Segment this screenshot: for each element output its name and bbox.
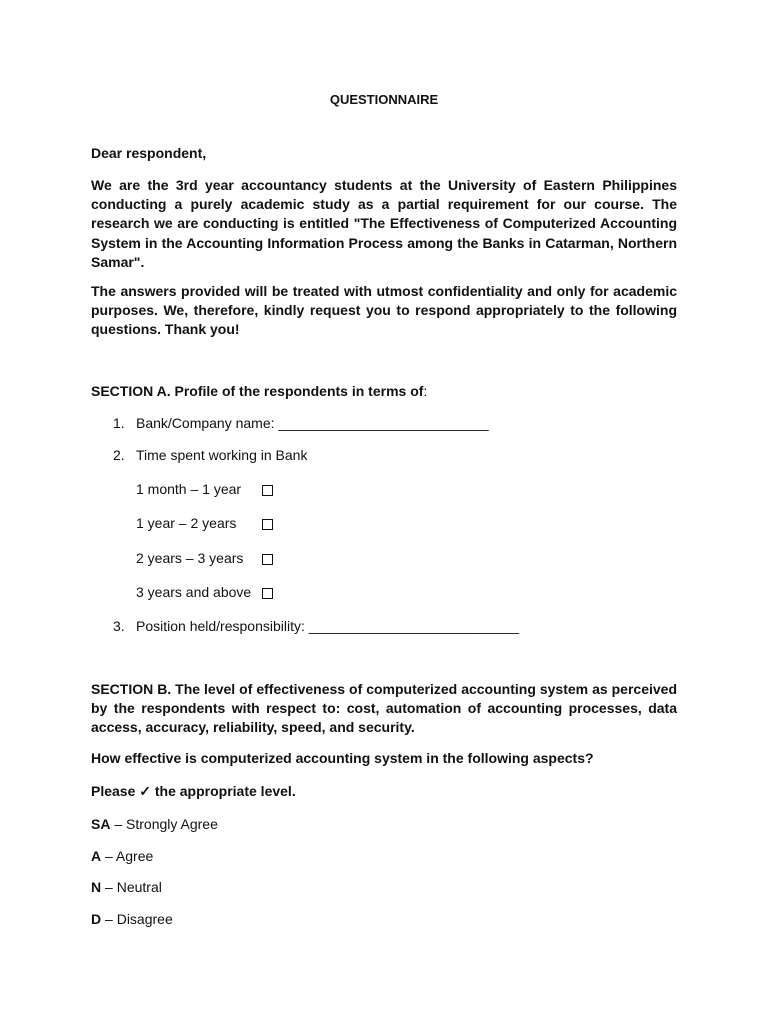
- bank-name-label: Bank/Company name:: [136, 415, 279, 431]
- legend-meaning: Agree: [115, 848, 154, 864]
- legend-code: A: [91, 848, 102, 864]
- legend-item: [91, 816, 218, 832]
- bank-name-blank[interactable]: ___________________________: [278, 415, 489, 431]
- time-option-label: 1 month – 1 year: [136, 481, 242, 497]
- legend-code: D: [91, 911, 102, 927]
- time-spent-label: Time spent working in Bank: [136, 447, 308, 463]
- legend-item: [91, 879, 162, 895]
- time-option-label: 1 year – 2 years: [136, 515, 237, 531]
- legend-item: [91, 848, 153, 864]
- greeting: Dear respondent,: [91, 145, 207, 161]
- section-b-question: How effective is computerized accounting system in the following aspects?: [91, 750, 594, 766]
- legend-code: N: [91, 879, 102, 895]
- time-option-label: 3 years and above: [136, 584, 252, 600]
- position-label: Position held/responsibility:: [136, 618, 309, 634]
- time-option-checkbox[interactable]: [262, 554, 273, 565]
- legend-sep: –: [110, 816, 127, 832]
- section-a-heading-tail: :: [423, 383, 428, 399]
- legend-meaning: Disagree: [116, 911, 173, 927]
- item-number: 3.: [113, 618, 125, 634]
- legend-meaning: Strongly Agree: [126, 816, 218, 832]
- legend-code: SA: [91, 816, 111, 832]
- section-b-heading: SECTION B. The level of effectiveness of computerized accounting system as perceived by the respondents with respect to: cost, automation of accounting processes, data access, accuracy, reliability, speed, and security.: [91, 681, 677, 736]
- legend-item: [91, 911, 173, 927]
- time-option-checkbox[interactable]: [262, 588, 273, 599]
- time-option-checkbox[interactable]: [262, 485, 273, 496]
- position-field[interactable]: [136, 618, 519, 634]
- time-option-checkbox[interactable]: [262, 519, 273, 530]
- page-title: QUESTIONNAIRE: [329, 92, 439, 107]
- legend-sep: –: [101, 911, 117, 927]
- bank-name-field[interactable]: [136, 415, 489, 431]
- time-option-label: 2 years – 3 years: [136, 550, 244, 566]
- confidentiality-paragraph: The answers provided will be treated with utmost confidentiality and only for academic purposes. We, therefore, kindly request you to respond appropriately to the following questions. Thank you!: [91, 283, 677, 338]
- section-a-heading-bold: SECTION A. Profile of the respondents in terms of: [91, 383, 424, 399]
- position-blank[interactable]: ___________________________: [308, 618, 519, 634]
- legend-meaning: Neutral: [116, 879, 162, 895]
- section-b-instruction: Please ✓ the appropriate level.: [91, 783, 296, 799]
- legend-sep: –: [101, 848, 116, 864]
- section-a-heading: [91, 383, 427, 399]
- item-number: 1.: [113, 415, 125, 431]
- legend-sep: –: [101, 879, 117, 895]
- intro-paragraph: We are the 3rd year accountancy students at the University of Eastern Philippines conducting a purely academic study as a partial requirement for our course. The research we are conducting is entitled "The Effectiveness of Computerized Accounting System in the Accounting Information Process among the Banks in Catarman, Northern Samar".: [91, 177, 677, 270]
- item-number: 2.: [113, 447, 125, 463]
